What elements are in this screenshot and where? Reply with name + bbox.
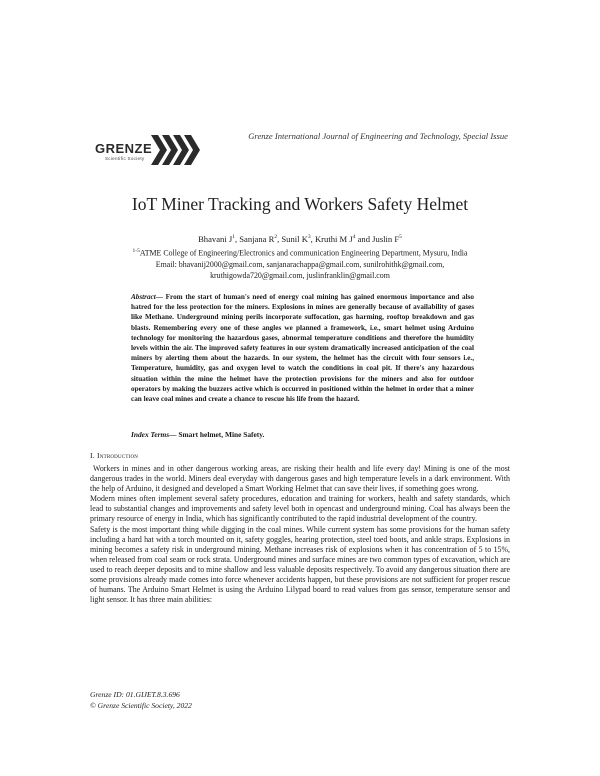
- copyright: © Grenze Scientific Society, 2022: [90, 700, 192, 710]
- author-name: Sunil K: [281, 234, 308, 244]
- affiliation-block: $^{1-5}$ATME College of Engineering/Electronics and communication Engineering Department, Mysuru, India Email: bhavanij2000@gmail.com, sanjanarachappa@gmail.com, sunilrohithk@gmail.com, kruthigowda720@gmail.com, juslinfranklin@gmail.com: [0, 246, 600, 281]
- journal-name: Grenze International Journal of Engineering and Technology, Special Issue: [248, 131, 508, 141]
- publisher-logo: [95, 133, 205, 169]
- section-title: Introduction: [97, 451, 139, 460]
- logo-chevrons-icon: [151, 135, 203, 165]
- footer: [90, 690, 192, 711]
- author-list: Bhavani $J^1$, Sanjana $R^2$, Sunil $K^3$, Kruthi M $J^4$ and Juslin $F^5$: [198, 234, 402, 244]
- author-name: Bhavani J: [198, 234, 233, 244]
- abstract-label: Abstract: [131, 293, 156, 301]
- index-terms-text: Smart helmet, Mine Safety.: [178, 430, 265, 439]
- author-name: Juslin F: [372, 234, 400, 244]
- index-terms: Index Terms— Smart helmet, Mine Safety.: [131, 430, 265, 439]
- paragraph: Safety is the most important thing while digging in the coal mines. While current system has some provisions for the human safety including a hard hat with a torch mounted on it, safety goggles, hearing protection, steel toed boots, and ankle straps. Explosions in mining becomes a safety risk in underground mining. Methane increases risk of explosions when it has concentration of 5 to 15%, when released from coal seam or rock strata. Underground mines and surface mines are two common types of excavation, which are used to reach deeper deposits and to mine shallow and less valuable deposits respectively. To avoid any dangerous situation there are some provisions already made comes into force whenever accidents happen, but these provisions are not sufficient for proper rescue of humans. The Arduino Smart Helmet is using the Arduino Lilypad board to read values from gas sensor, temperature sensor and light sensor. It has three main abilities:: [90, 524, 510, 605]
- index-terms-label: Index Terms: [131, 430, 170, 439]
- email-line-1: Email: bhavanij2000@gmail.com, sanjanarachappa@gmail.com, sunilrohithk@gmail.com,: [155, 259, 445, 269]
- paragraph: Modern mines often implement several safety procedures, education and training for workers, health and safety standards, which lead to substantial changes and improvements and safety level both in opencast and underground mining. Coal has always been the primary resource of energy in India, which has significantly contributed to the rapid industrial development of the country.: [90, 494, 510, 524]
- email-line-2: kruthigowda720@gmail.com, juslinfranklin@gmail.com: [210, 270, 390, 280]
- logo-subtext: Scientific Society: [105, 156, 145, 161]
- affiliation: ATME College of Engineering/Electronics and communication Engineering Department, Mysuru, India: [139, 248, 468, 258]
- paper-title: IoT Miner Tracking and Workers Safety Helmet: [131, 194, 469, 214]
- abstract: Abstract— From the start of human's need of energy coal mining has gained enormous importance and also hatred for the less protection for the miners. Explosions in mines are generally because of availability of gases like Methane. Underground mining perils incorporate suffocation, gas harming, rooftop breakdown and gas blasts. Remembering every one of these angles we planned a framework, i.e., smart helmet using Arduino technology for monitoring the hazardous gases, abnormal temperature conditions and therefore the humidity levels within the air. The improved safety features in our system dramatically increased anticipation of the coal miners by alerting them about the hazards. In our system, the helmet has the circuit with four sensors i.e., Temperature, humidity, gas and oxygen level to watch the conditions in coal pit. If there's any hazardous situation within the mine the helmet have the protection provisions for the miners and also for outdoor operators by making the buzzers active which is occurred in positioned within the helmet in order that a miner can leave coal mines and create a chance to rescue his life from the hazard.: [131, 293, 475, 404]
- grenze-id: Grenze ID: 01.GIJET.8.3.696: [90, 690, 180, 699]
- logo-text: GRENZE: [95, 141, 153, 156]
- abstract-text: From the start of human's need of energy coal mining has gained enormous importance and also hatred for the less protection for the miners. Explosions in mines are generally because of availability of gases like Methane. Underground mining perils incorporate suffocation, gas harming, rooftop breakdown and gas blasts. Remembering every one of these angles we planned a framework, i.e., smart helmet using Arduino technology for monitoring the hazardous gases, abnormal temperature conditions and therefore the humidity levels within the air. The improved safety features in our system dramatically increased anticipation of the coal miners by alerting them about the hazards. In our system, the helmet has the circuit with four sensors i.e., Temperature, humidity, gas and oxygen level to watch the conditions in coal pit. If there's any hazardous situation within the mine the helmet have the protection provisions for the miners and also for outdoor operators by making the buzzers active which is occurred in positioned within the helmet in order that a miner can leave coal mines and create a chance to rescue his life from the hazard.: [131, 293, 475, 404]
- author-name: Sanjana R: [239, 234, 275, 244]
- author-name: Kruthi M J: [314, 234, 353, 244]
- body-text: [90, 464, 510, 605]
- paragraph: Workers in mines and in other dangerous working areas, are risking their health and life every day! Mining is one of the most dangerous trades in the world. Miners deal everyday with dangerous gases and high temperature levels in a dark environment. With the help of Arduino, it designed and developed a Smart Working Helmet that can save their lives, if something goes wrong.: [90, 464, 510, 494]
- section-heading: I. Introduction: [90, 451, 139, 460]
